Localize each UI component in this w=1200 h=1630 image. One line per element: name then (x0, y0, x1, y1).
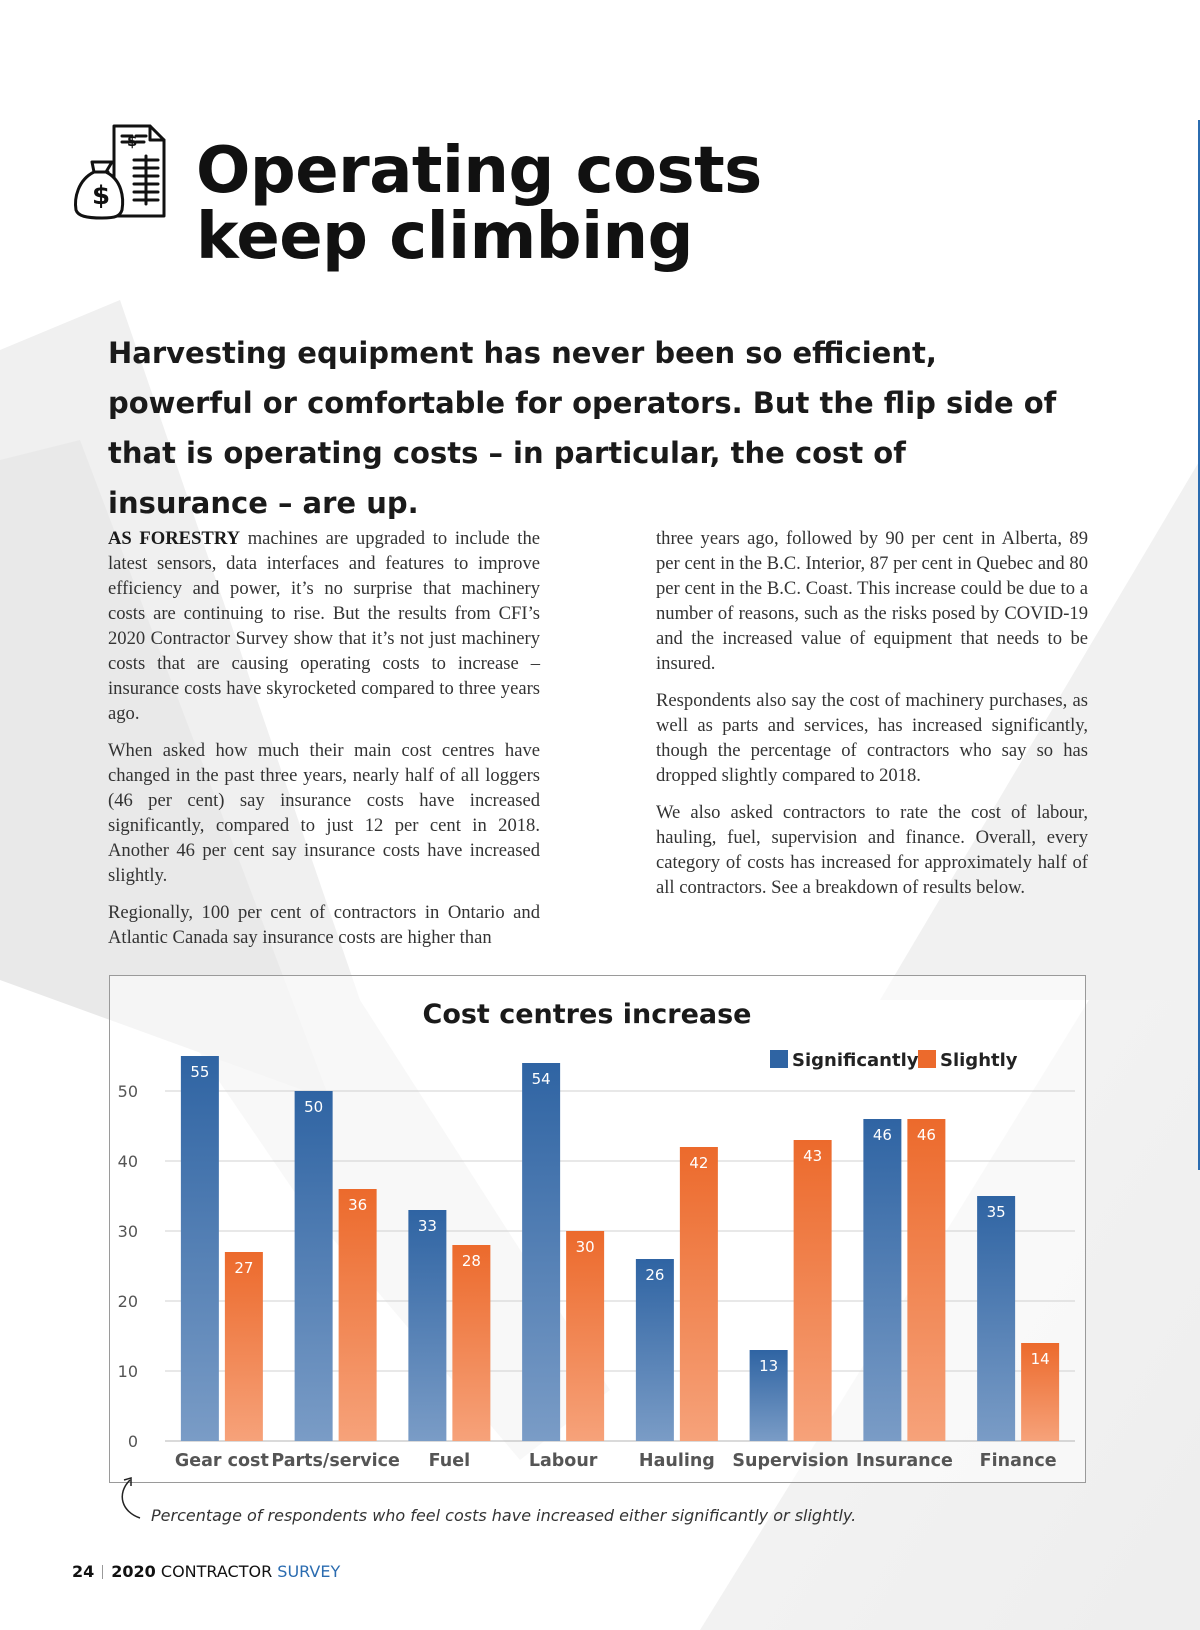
bar-significantly (977, 1196, 1015, 1441)
data-label: 46 (872, 1126, 892, 1144)
footer-year: 2020 (111, 1562, 156, 1581)
body-paragraph (108, 526, 540, 726)
curved-arrow-icon (114, 1472, 148, 1520)
data-label: 30 (575, 1238, 595, 1256)
lead-in-text: AS FORESTRY (108, 528, 241, 549)
svg-text:$: $ (127, 132, 138, 150)
page-footer (72, 1562, 340, 1581)
y-tick-label: 40 (117, 1152, 138, 1171)
x-tick-label: Insurance (855, 1451, 953, 1471)
data-label: 43 (803, 1147, 823, 1165)
body-paragraph: Respondents also say the cost of machinery purchases, as well as parts and services, has increased significantly, though the percentage of contractors who say so has dropped slightly compared to 2018. (656, 690, 1088, 786)
footer-survey: SURVEY (277, 1562, 341, 1581)
data-label: 50 (304, 1098, 324, 1116)
data-label: 27 (234, 1259, 254, 1277)
bar-slightly (566, 1231, 604, 1441)
chart-caption: Percentage of respondents who feel costs have increased either significantly or slightly. (151, 1506, 857, 1525)
title-line-1: Operating costs (196, 134, 762, 208)
data-label: 36 (348, 1196, 368, 1214)
data-label: 28 (461, 1252, 481, 1270)
cost-centres-chart (109, 975, 1086, 1483)
y-tick-label: 10 (117, 1362, 138, 1381)
data-label: 33 (417, 1217, 437, 1235)
body-column-left (108, 526, 540, 962)
y-tick-label: 50 (117, 1082, 138, 1101)
body-paragraph: three years ago, followed by 90 per cent in Alberta, 89 per cent in the B.C. Interior, 87 per cent in Quebec and 80 per cent in the B.C. Coast. This increase could be due to a number of reasons, such as the risks posed by COVID-19 and the increased value of equipment that needs to be insured. (656, 528, 1088, 674)
y-tick-label: 0 (127, 1432, 138, 1451)
x-tick-label: Parts/service (271, 1451, 400, 1471)
title-line-2: keep climbing (196, 200, 693, 274)
page-number: 24 (72, 1562, 95, 1581)
data-label: 13 (759, 1357, 779, 1375)
body-column-right (656, 526, 1088, 912)
y-tick-label: 20 (117, 1292, 138, 1311)
bar-significantly (408, 1210, 446, 1441)
data-label: 14 (1030, 1350, 1050, 1368)
bar-significantly (522, 1063, 560, 1441)
legend-label: Slightly (940, 1050, 1018, 1071)
x-tick-label: Finance (979, 1451, 1057, 1471)
bar-slightly (339, 1189, 377, 1441)
page-title (196, 134, 762, 274)
bar-slightly (907, 1119, 945, 1441)
data-label: 42 (689, 1154, 709, 1172)
svg-text:$: $ (91, 181, 111, 211)
data-label: 46 (916, 1126, 936, 1144)
data-label: 26 (645, 1266, 665, 1284)
legend-swatch (918, 1050, 936, 1068)
chart-title: Cost centres increase (422, 999, 752, 1030)
article-deck: Harvesting equipment has never been so efficient, powerful or comfortable for operators. But the flip side of that is operating costs – in particular, the cost of insurance – are up. (108, 336, 1057, 520)
data-label: 54 (531, 1070, 551, 1088)
bar-slightly (794, 1140, 832, 1441)
footer-divider (102, 1565, 103, 1579)
bar-significantly (295, 1091, 333, 1441)
paragraph-text: machines are upgraded to include the latest sensors, data interfaces and features to improve efficiency and power, it’s no surprise that machinery costs are continuing to rise. But the results from CFI’s 2020 Contractor Survey show that it’s not just machinery costs that are causing operating costs to increase – insurance costs have skyrocketed compared to three years ago. (108, 528, 540, 724)
x-tick-label: Labour (528, 1451, 598, 1471)
bar-slightly (225, 1252, 263, 1441)
y-tick-label: 30 (117, 1222, 138, 1241)
bar-slightly (680, 1147, 718, 1441)
footer-publication: CONTRACTOR (160, 1562, 273, 1581)
body-paragraph: When asked how much their main cost centres have changed in the past three years, nearly half of all loggers (46 per cent) say insurance costs have increased significantly, compared to just 12 per cent in 2018. Another 46 per cent say insurance costs have increased slightly. (108, 740, 540, 886)
data-label: 35 (986, 1203, 1006, 1221)
x-tick-label: Hauling (638, 1451, 715, 1471)
x-tick-label: Fuel (428, 1451, 471, 1471)
bar-significantly (636, 1259, 674, 1441)
money-bag-document-icon (72, 122, 170, 222)
legend-label: Significantly (792, 1050, 919, 1071)
body-paragraph: We also asked contractors to rate the cost of labour, hauling, fuel, supervision and finance. Overall, every category of costs has increased for approximately half of all contractors. See a breakdown of results below. (656, 802, 1088, 898)
x-tick-label: Gear cost (174, 1451, 269, 1471)
bar-slightly (452, 1245, 490, 1441)
legend-swatch (770, 1050, 788, 1068)
x-tick-label: Supervision (732, 1451, 849, 1471)
bar-chart (110, 976, 1085, 1482)
body-paragraph: Regionally, 100 per cent of contractors in Ontario and Atlantic Canada say insurance costs are higher than (108, 902, 540, 948)
data-label: 55 (190, 1063, 210, 1081)
bar-significantly (863, 1119, 901, 1441)
bar-significantly (181, 1056, 219, 1441)
